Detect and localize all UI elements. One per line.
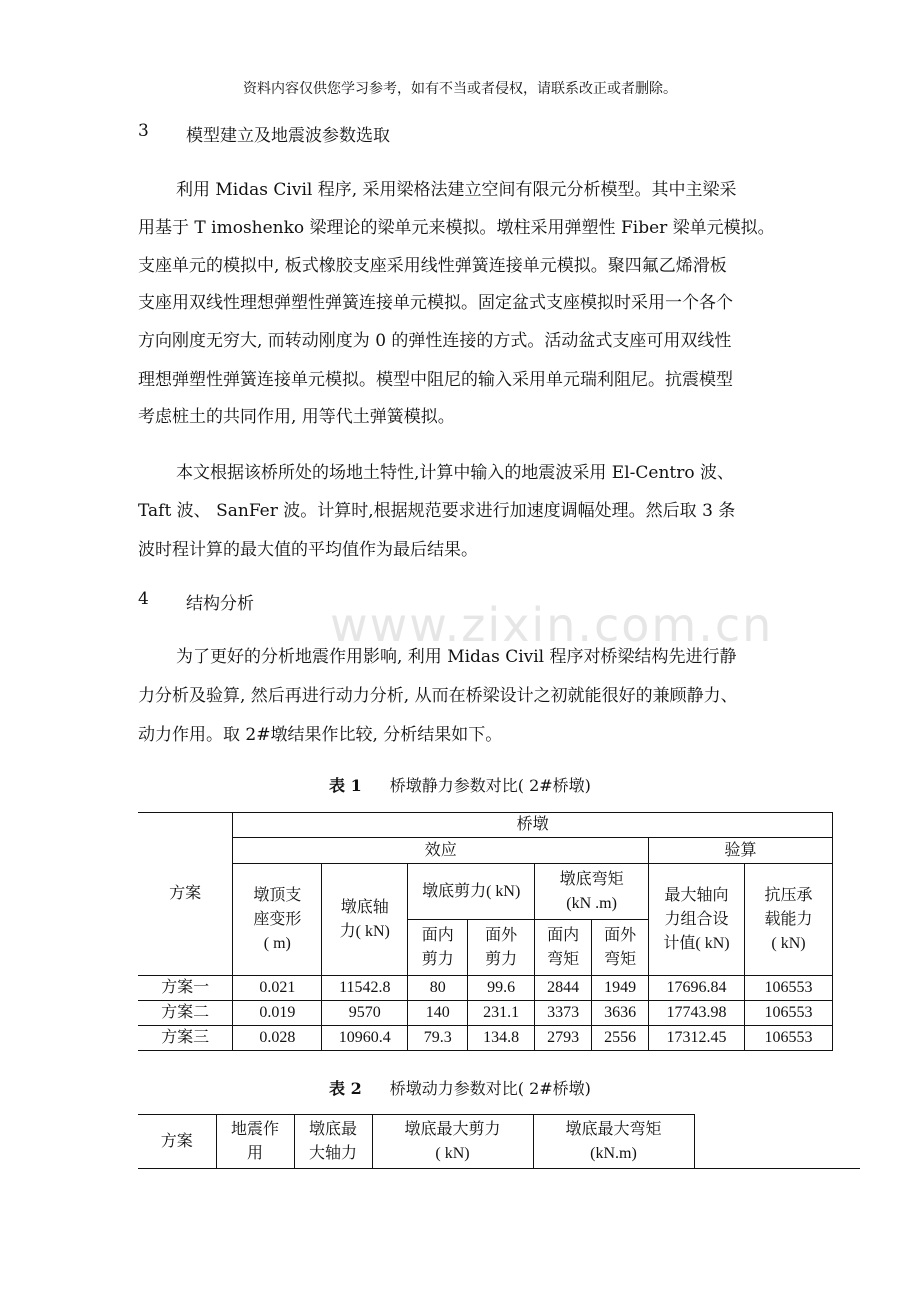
- header-bottom-shear: 墩底剪力( kN): [408, 864, 535, 920]
- section-title: 模型建立及地震波参数选取: [186, 126, 390, 146]
- cell-compressive-capacity: 106553: [744, 1026, 832, 1051]
- header-line: ( kN): [435, 1144, 470, 1162]
- cell-bottom-axial: 11542.8: [322, 976, 408, 1001]
- section-number: 4: [138, 589, 149, 609]
- header-line: 大轴力: [308, 1144, 357, 1162]
- header-disclaimer: 资料内容仅供您学习参考，如有不当或者侵权，请联系改正或者删除。: [243, 81, 677, 97]
- paragraph-line: 本文根据该桥所处的场地土特性,计算中输入的地震波采用 El-Centro 波、: [176, 463, 735, 483]
- header-in-plane-moment: [535, 920, 592, 976]
- cell-out-plane-shear: 231.1: [468, 1001, 535, 1026]
- header-max-moment: [533, 1115, 694, 1169]
- cell-in-plane-moment: 3373: [535, 1001, 592, 1026]
- header-out-plane-moment: [592, 920, 649, 976]
- header-line: (kN.m): [590, 1144, 637, 1162]
- header-effect: 效应: [233, 838, 649, 864]
- header-in-plane-shear: [408, 920, 468, 976]
- static-parameter-table: [138, 812, 833, 1051]
- cell-bottom-axial: 10960.4: [322, 1026, 408, 1051]
- cell-in-plane-shear: 79.3: [408, 1026, 468, 1051]
- caption-label: 表 2: [329, 1079, 362, 1098]
- paragraph-line: 支座单元的模拟中, 板式橡胶支座采用线性弹簧连接单元模拟。聚四氟乙烯滑板: [138, 256, 727, 276]
- header-pier: 桥墩: [233, 813, 833, 838]
- cell-out-plane-shear: 134.8: [468, 1026, 535, 1051]
- row-scheme: 方案一: [138, 976, 233, 1001]
- cell-out-plane-moment: 1949: [592, 976, 649, 1001]
- dynamic-parameter-table: [138, 1114, 860, 1169]
- header-line: 面外: [604, 926, 637, 944]
- paragraph-line: 利用 Midas Civil 程序, 采用梁格法建立空间有限元分析模型。其中主梁采: [176, 180, 737, 200]
- watermark: www.zixin.com.cn: [330, 598, 774, 652]
- table-1-caption: [0, 773, 920, 796]
- paragraph-line: 理想弹塑性弹簧连接单元模拟。模型中阻尼的输入采用单元瑞利阻尼。抗震模型: [138, 370, 733, 390]
- header-scheme: 方案: [138, 1115, 216, 1169]
- header-line: 墩底轴: [340, 898, 389, 916]
- header-line: 力( kN): [339, 922, 390, 940]
- section-title: 结构分析: [186, 594, 254, 614]
- paragraph-line: 用基于 T imoshenko 梁理论的梁单元来模拟。墩柱采用弹塑性 Fiber 梁单元模拟。: [138, 218, 775, 238]
- table-row: [138, 1026, 833, 1051]
- header-line: 墩顶支: [253, 886, 302, 904]
- header-line: 座变形: [253, 910, 302, 928]
- header-line: 剪力: [421, 950, 454, 968]
- table-2-caption: [0, 1076, 920, 1099]
- header-line: 墩底弯矩: [559, 870, 624, 888]
- cell-max-axial-design: 17696.84: [649, 976, 745, 1001]
- cell-max-axial-design: 17743.98: [649, 1001, 745, 1026]
- cell-compressive-capacity: 106553: [744, 1001, 832, 1026]
- section-3-heading: [138, 121, 538, 145]
- header-seismic-action: [216, 1115, 294, 1169]
- header-bottom-moment: [535, 864, 649, 920]
- cell-out-plane-moment: 2556: [592, 1026, 649, 1051]
- cell-bottom-axial: 9570: [322, 1001, 408, 1026]
- cell-top-deformation: 0.021: [233, 976, 322, 1001]
- table-row: [138, 976, 833, 1001]
- header-max-axial: [294, 1115, 372, 1169]
- header-line: ( m): [263, 934, 291, 952]
- header-line: 力组合设: [664, 910, 729, 928]
- header-bottom-axial: [322, 864, 408, 976]
- header-line: 用: [246, 1144, 263, 1162]
- row-scheme: 方案三: [138, 1026, 233, 1051]
- paragraph-line: 为了更好的分析地震作用影响, 利用 Midas Civil 程序对桥梁结构先进行静: [176, 647, 737, 667]
- header-compressive-capacity: [744, 864, 832, 976]
- header-blank: [694, 1115, 860, 1169]
- header-line: 计值( kN): [663, 934, 730, 952]
- header-out-plane-shear: [468, 920, 535, 976]
- paragraph-line: 支座用双线性理想弹塑性弹簧连接单元模拟。固定盆式支座模拟时采用一个各个: [138, 293, 733, 313]
- caption-title: 桥墩静力参数对比( 2#桥墩): [389, 776, 591, 795]
- header-line: 面内: [421, 926, 454, 944]
- cell-in-plane-shear: 80: [408, 976, 468, 1001]
- section-number: 3: [138, 121, 149, 141]
- header-line: 面内: [547, 926, 580, 944]
- header-line: 剪力: [485, 950, 518, 968]
- header-max-axial-design: [649, 864, 745, 976]
- header-line: 抗压承: [764, 886, 813, 904]
- header-line: 地震作: [230, 1120, 279, 1138]
- table-row: [138, 1001, 833, 1026]
- header-line: 弯矩: [604, 950, 637, 968]
- paragraph-line: 方向刚度无穷大, 而转动刚度为 0 的弹性连接的方式。活动盆式支座可用双线性: [138, 331, 732, 351]
- row-scheme: 方案二: [138, 1001, 233, 1026]
- header-line: (kN .m): [566, 894, 617, 912]
- paragraph-line: 动力作用。取 2#墩结果作比较, 分析结果如下。: [138, 725, 503, 745]
- header-check: 验算: [649, 838, 833, 864]
- header-top-deformation: [233, 864, 322, 976]
- header-line: 最大轴向: [664, 886, 729, 904]
- caption-label: 表 1: [329, 776, 362, 795]
- header-max-shear: [372, 1115, 533, 1169]
- cell-out-plane-moment: 3636: [592, 1001, 649, 1026]
- cell-out-plane-shear: 99.6: [468, 976, 535, 1001]
- header-line: 墩底最大剪力: [404, 1120, 501, 1138]
- cell-compressive-capacity: 106553: [744, 976, 832, 1001]
- header-line: 面外: [485, 926, 518, 944]
- cell-top-deformation: 0.028: [233, 1026, 322, 1051]
- paragraph-line: 考虑桩土的共同作用, 用等代土弹簧模拟。: [138, 407, 455, 427]
- header-line: ( kN): [771, 934, 806, 952]
- caption-title: 桥墩动力参数对比( 2#桥墩): [389, 1079, 591, 1098]
- cell-top-deformation: 0.019: [233, 1001, 322, 1026]
- header-line: 载能力: [764, 910, 813, 928]
- header-line: 墩底最: [308, 1120, 357, 1138]
- cell-in-plane-moment: 2844: [535, 976, 592, 1001]
- header-scheme: 方案: [138, 813, 233, 976]
- paragraph-line: Taft 波、 SanFer 波。计算时,根据规范要求进行加速度调幅处理。然后取 3 条: [138, 501, 736, 521]
- header-line: 弯矩: [547, 950, 580, 968]
- cell-in-plane-moment: 2793: [535, 1026, 592, 1051]
- header-line: 墩底最大弯矩: [565, 1120, 662, 1138]
- paragraph-line: 力分析及验算, 然后再进行动力分析, 从而在桥梁设计之初就能很好的兼顾静力、: [138, 686, 738, 706]
- cell-in-plane-shear: 140: [408, 1001, 468, 1026]
- paragraph-line: 波时程计算的最大值的平均值作为最后结果。: [138, 540, 478, 560]
- section-4-heading: [138, 589, 538, 613]
- cell-max-axial-design: 17312.45: [649, 1026, 745, 1051]
